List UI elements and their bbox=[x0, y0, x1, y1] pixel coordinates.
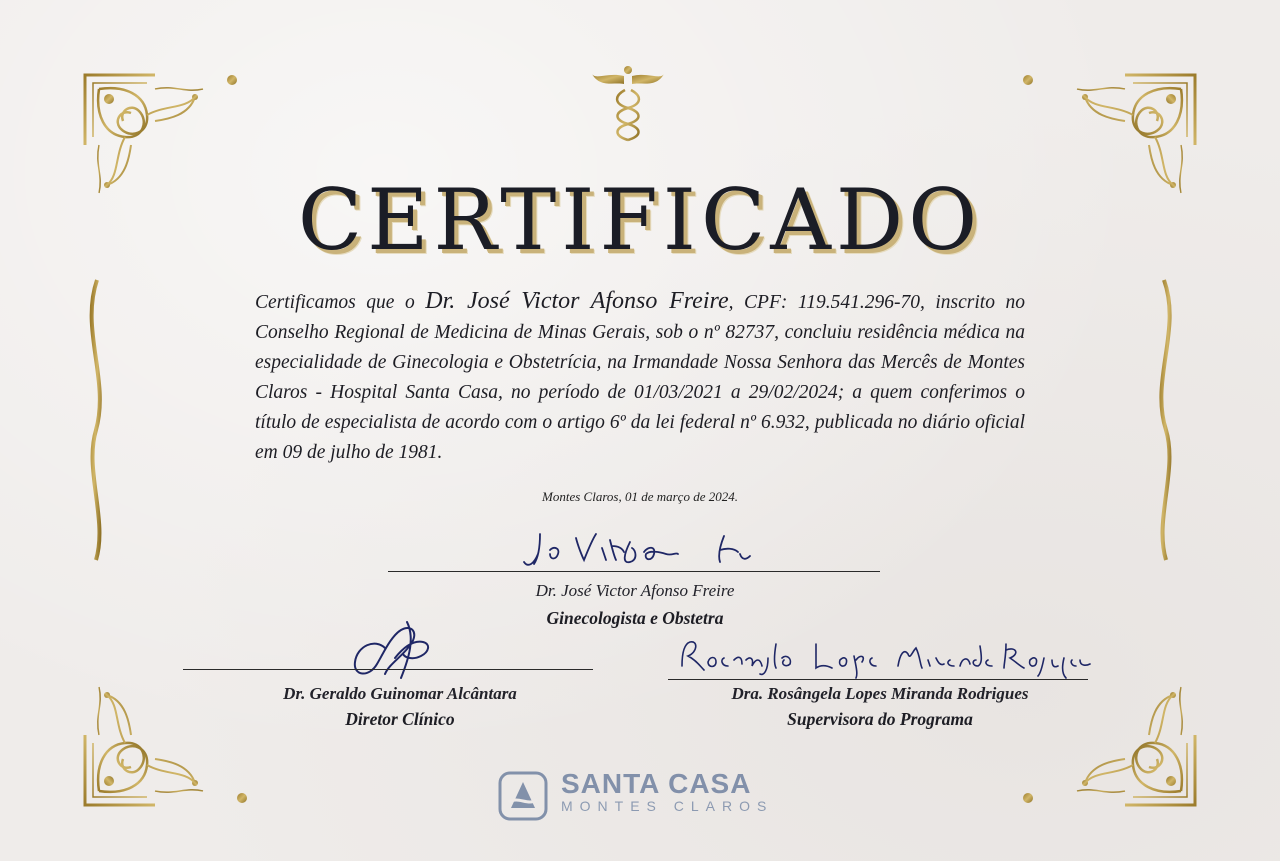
logo-sub-text: MONTES CLAROS bbox=[561, 798, 774, 814]
corner-ornament-icon bbox=[85, 687, 203, 805]
recipient-sig-role: Ginecologista e Obstetra bbox=[546, 608, 724, 628]
certificate-body bbox=[255, 286, 1025, 468]
director-sig-name: Dr. Geraldo Guinomar Alcântara bbox=[283, 684, 517, 703]
director-sig-role: Diretor Clínico bbox=[345, 709, 455, 729]
director-signature-line bbox=[183, 669, 593, 670]
body-intro: Certificamos que o bbox=[255, 292, 426, 313]
body-text: , CPF: 119.541.296-70, inscrito no Conselho Regional de Medicina de Minas Gerais, sob o nº 82737, concluiu residência médica na especialidade de Ginecologia e Obstetrícia, na Irmandade Nossa Senhora das Mercês de Montes Claros - Hospital Santa Casa, no período de 01/03/2021 a 29/02/2024; a quem conferimos o título de especialista de acordo com o artigo 6º da lei federal nº 6.932, publicada no diário oficial em 09 de julho de 1981. bbox=[255, 292, 1025, 463]
recipient-name: Dr. José Victor Afonso Freire bbox=[425, 288, 729, 314]
certificate-title: CERTIFICADO bbox=[297, 171, 983, 269]
caduceus-icon bbox=[592, 66, 664, 148]
supervisor-sig-name: Dra. Rosângela Lopes Miranda Rodrigues bbox=[731, 684, 1029, 703]
supervisor-signature-line bbox=[668, 679, 1088, 680]
supervisor-signature bbox=[676, 630, 1096, 680]
logo-main-text: SANTA CASA bbox=[561, 768, 752, 799]
place-date: Montes Claros, 01 de março de 2024. bbox=[542, 489, 738, 504]
supervisor-sig-role: Supervisora do Programa bbox=[787, 709, 973, 729]
santa-casa-logo bbox=[495, 768, 785, 824]
recipient-signature-line bbox=[388, 571, 880, 572]
corner-ornament-icon bbox=[1077, 687, 1195, 805]
director-signature bbox=[345, 618, 445, 684]
santa-casa-logo-icon bbox=[497, 770, 549, 822]
recipient-sig-name: Dr. José Victor Afonso Freire bbox=[535, 581, 735, 600]
recipient-signature bbox=[520, 524, 760, 574]
